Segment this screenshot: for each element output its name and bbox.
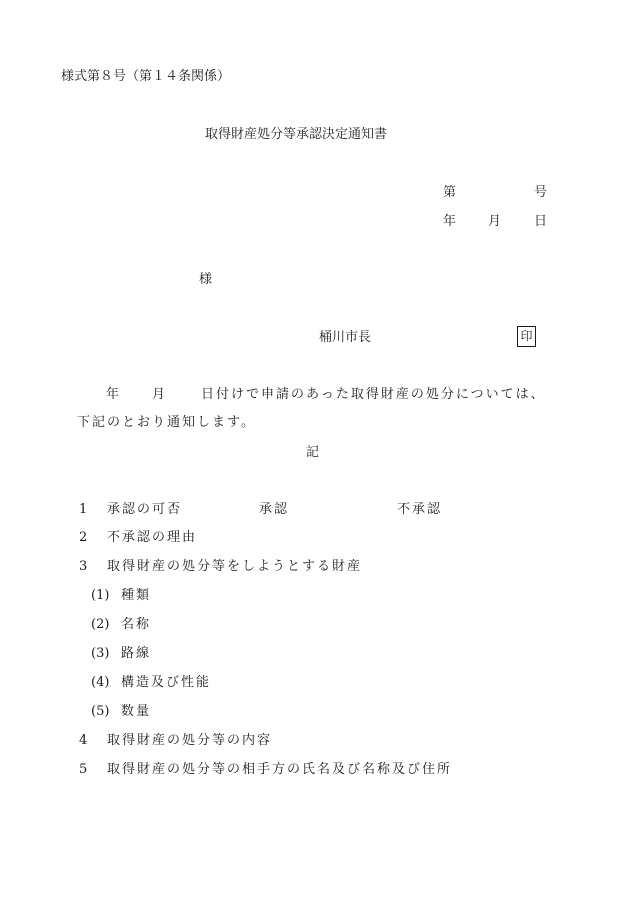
subitem-4-number: (4) [91, 675, 110, 690]
date-month: 月 [488, 214, 502, 229]
item-1-approve: 承認 [259, 502, 290, 517]
item-1-label: 承認の可否 [107, 502, 183, 517]
date-day: 日 [534, 214, 548, 229]
item-3-number: 3 [79, 559, 88, 574]
subitem-3-number: (3) [91, 646, 110, 661]
item-4-label: 取得財産の処分等の内容 [107, 733, 273, 748]
item-1-number: 1 [79, 502, 88, 517]
date-year: 年 [443, 214, 457, 229]
body-year: 年 [106, 387, 122, 402]
body-month: 月 [152, 387, 168, 402]
subitem-5-label: 数量 [121, 704, 152, 719]
item-5-number: 5 [79, 762, 88, 777]
form-label: 様式第８号（第１４条関係） [61, 69, 231, 84]
number-go: 号 [534, 185, 548, 200]
body-line1: 日付けで申請のあった取得財産の処分については、 [201, 387, 546, 402]
seal-mark: 印 [517, 326, 536, 347]
body-line2: 下記のとおり通知します。 [77, 415, 256, 430]
item-2-number: 2 [79, 530, 88, 545]
item-3-label: 取得財産の処分等をしようとする財産 [107, 559, 363, 574]
subitem-1-number: (1) [91, 588, 110, 603]
subitem-4-label: 構造及び性能 [121, 675, 212, 690]
document-title: 取得財産処分等承認決定通知書 [205, 127, 388, 142]
item-2-label: 不承認の理由 [107, 530, 198, 545]
number-dai: 第 [443, 185, 457, 200]
subitem-5-number: (5) [91, 704, 110, 719]
item-1-reject: 不承認 [397, 502, 443, 517]
subitem-2-label: 名称 [121, 617, 152, 632]
issuer-name: 桶川市長 [319, 330, 372, 345]
item-4-number: 4 [79, 733, 88, 748]
item-5-label: 取得財産の処分等の相手方の氏名及び名称及び住所 [107, 762, 453, 777]
ki-heading: 記 [306, 445, 320, 460]
subitem-1-label: 種類 [121, 588, 152, 603]
subitem-3-label: 路線 [121, 646, 152, 661]
subitem-2-number: (2) [91, 617, 110, 632]
recipient-suffix: 様 [199, 272, 213, 287]
